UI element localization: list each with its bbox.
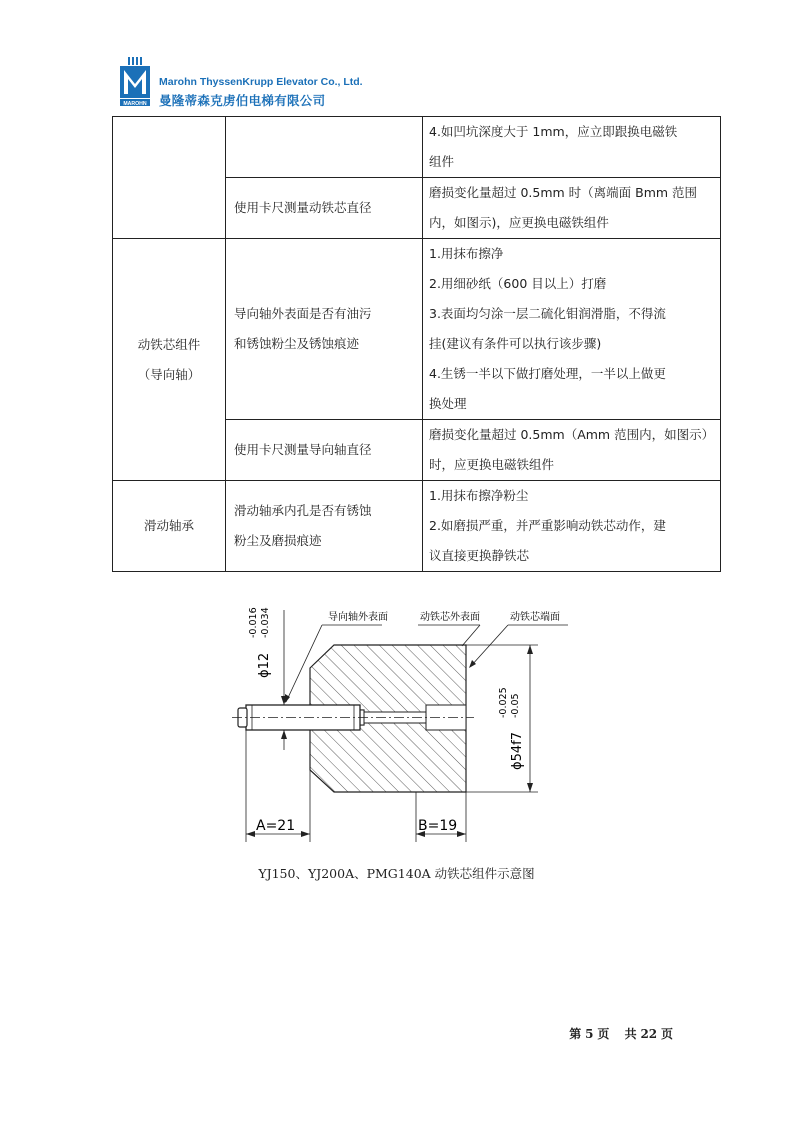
action-cell [423,481,721,572]
action-cell [423,178,721,239]
figure-caption: YJ150、YJ200A、PMG140A 动铁芯组件示意图 [258,866,535,881]
core-assembly-drawing [222,590,582,855]
shaft-surface-label: 导向轴外表面 [328,612,388,623]
footer-total-prefix: 共 [624,1027,637,1041]
action-line: 2.如磨损严重，并严重影响动铁芯动作，建 [429,518,666,533]
method-cell [226,117,423,178]
action-cell [423,239,721,420]
shaft-tolerance-upper: -0.016 [248,607,259,638]
footer-page-unit: 页 [597,1027,610,1041]
table-row [113,239,721,420]
component-subname: （导向轴） [137,366,201,382]
company-name-cn: 曼隆蒂森克虏伯电梯有限公司 [159,93,326,108]
action-line: 4.如凹坑深度大于 1mm，应立即跟换电磁铁 [429,124,678,139]
footer-prefix: 第 [569,1027,582,1041]
method-cell [226,481,423,572]
action-line: 组件 [429,154,455,169]
action-line: 4.生锈一半以下做打磨处理，一半以上做更 [429,366,666,381]
action-line: 内，如图示)，应更换电磁铁组件 [429,215,609,230]
page-number: 5 [585,1027,594,1041]
total-pages: 22 [640,1027,658,1041]
core-diameter-label: ϕ54f7 [510,732,525,770]
component-name: 动铁芯组件 [137,336,201,352]
method-line: 和锈蚀粉尘及锈蚀痕迹 [234,336,360,351]
method-line: 滑动轴承内孔是否有锈蚀 [234,503,372,518]
table-row [113,117,721,178]
action-line: 3.表面均匀涂一层二硫化钼润滑脂，不得流 [429,306,666,321]
action-line: 磨损变化量超过 0.5mm（Amm 范围内，如图示） [429,427,715,442]
action-line: 1.用抹布擦净 [429,246,504,261]
company-logo [119,57,379,112]
method-cell: 使用卡尺测量导向轴直径 [226,420,423,481]
table-row [113,481,721,572]
action-line: 时，应更换电磁铁组件 [429,457,555,472]
svg-text:MAROHN: MAROHN [123,100,147,107]
shaft-tolerance-lower: -0.034 [260,607,271,638]
action-line: 议直接更换静铁芯 [429,548,530,563]
method-line: 粉尘及磨损痕迹 [234,533,322,548]
action-line: 换处理 [429,396,467,411]
shaft-diameter-label: ϕ12 [257,652,272,678]
footer-total-unit: 页 [660,1027,673,1041]
component-cell [113,239,226,481]
maintenance-table [112,116,721,572]
action-line: 磨损变化量超过 0.5mm 时（离端面 Bmm 范围 [429,185,698,200]
action-line: 1.用抹布擦净粉尘 [429,488,529,503]
action-cell [423,420,721,481]
core-tolerance-upper: -0.025 [498,687,509,718]
action-line: 挂(建议有条件可以执行该步骤) [429,336,602,351]
method-cell [226,239,423,420]
dim-b-label: B=19 [418,818,458,834]
company-name-en: Marohn ThyssenKrupp Elevator Co., Ltd. [159,76,363,88]
method-cell: 使用卡尺测量动铁芯直径 [226,178,423,239]
core-surface-label: 动铁芯外表面 [420,612,480,623]
action-line: 2.用细砂纸（600 目以上）打磨 [429,276,607,291]
method-line: 导向轴外表面是否有油污 [234,306,372,321]
page-footer [569,1025,673,1042]
core-end-label: 动铁芯端面 [510,612,560,623]
component-cell [113,117,226,239]
dim-a-label: A=21 [256,818,296,834]
action-cell [423,117,721,178]
core-tolerance-lower: -0.05 [510,693,521,718]
component-cell: 滑动轴承 [113,481,226,572]
elevator-logo-icon [119,57,151,107]
